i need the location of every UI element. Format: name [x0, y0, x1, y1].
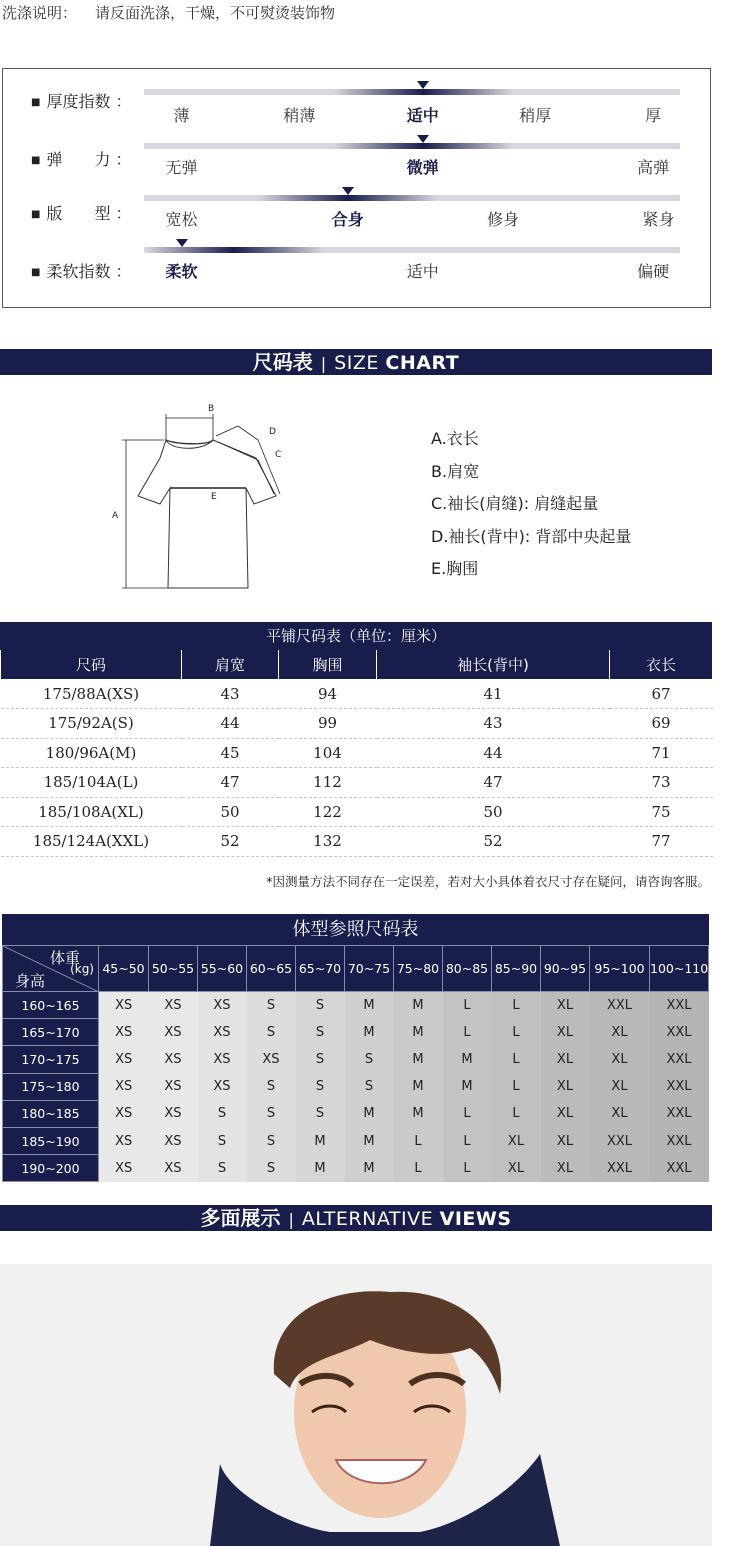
size-cell: L: [394, 1127, 443, 1154]
header-separator: |: [288, 1210, 294, 1229]
index-label: ■ 柔软指数 ：: [31, 262, 132, 281]
index-option: 稍厚: [519, 106, 552, 125]
size-cell: XS: [99, 1127, 149, 1154]
size-cell: S: [296, 992, 345, 1019]
size-cell: XS: [99, 1100, 149, 1127]
weight-header: 90~95: [541, 946, 590, 992]
size-cell: XS: [99, 992, 149, 1019]
index-option: 合身: [331, 210, 364, 229]
size-cell: M: [394, 1073, 443, 1100]
size-cell: XL: [541, 1073, 590, 1100]
views-header: [0, 1205, 712, 1231]
size-cell: XS: [198, 1019, 247, 1046]
index-label-text: 柔软指数 ：: [46, 262, 132, 281]
table-cell: 185/104A(L): [1, 768, 182, 798]
flat-table-header: 肩宽: [182, 650, 279, 679]
size-cell: M: [345, 1100, 394, 1127]
table-cell: 112: [279, 768, 377, 798]
table-row: [3, 1073, 709, 1100]
index-track: [144, 195, 680, 201]
index-option: 偏硬: [637, 262, 670, 281]
size-cell: XS: [198, 1073, 247, 1100]
height-header: 160~165: [3, 992, 99, 1019]
weight-header: 75~80: [394, 946, 443, 992]
size-cell: XL: [541, 1127, 590, 1154]
size-cell: L: [492, 992, 541, 1019]
size-cell: L: [443, 1127, 492, 1154]
views-title-en-bold: VIEWS: [439, 1208, 512, 1230]
weight-header: 70~75: [345, 946, 394, 992]
table-cell: 185/124A(XXL): [1, 827, 182, 857]
height-header: 170~175: [3, 1046, 99, 1073]
table-cell: 67: [610, 679, 713, 709]
size-cell: XS: [99, 1155, 149, 1182]
size-chart-header: [0, 349, 712, 375]
table-cell: 71: [610, 738, 713, 768]
weight-header: 55~60: [198, 946, 247, 992]
flat-table-header: 胸围: [279, 650, 377, 679]
size-cell: XXL: [650, 1155, 709, 1182]
size-cell: S: [345, 1073, 394, 1100]
size-cell: XL: [541, 1019, 590, 1046]
table-cell: 175/92A(S): [1, 709, 182, 739]
corner-unit: (kg): [70, 962, 94, 976]
corner-height: 身高: [15, 972, 46, 990]
size-cell: S: [198, 1100, 247, 1127]
size-chart-title-cn: 尺码表: [252, 350, 313, 374]
size-cell: M: [443, 1073, 492, 1100]
table-row: [3, 1127, 709, 1154]
table-cell: 52: [182, 827, 279, 857]
size-cell: XS: [247, 1046, 296, 1073]
table-cell: 94: [279, 679, 377, 709]
wash-label: 洗涤说明：: [2, 4, 78, 22]
table-cell: 122: [279, 797, 377, 827]
size-cell: XXL: [650, 1127, 709, 1154]
size-cell: M: [345, 992, 394, 1019]
size-cell: XXL: [590, 1127, 650, 1154]
size-cell: XS: [99, 1046, 149, 1073]
legend-item: D.袖长(背中): 背部中央起量: [431, 526, 632, 546]
size-cell: S: [198, 1155, 247, 1182]
index-marker-icon: [417, 81, 429, 89]
views-title-cn: 多面展示: [200, 1206, 281, 1230]
table-row: [1, 797, 713, 827]
table-cell: 77: [610, 827, 713, 857]
size-cell: XXL: [590, 992, 650, 1019]
size-cell: XL: [492, 1127, 541, 1154]
index-option: 微弹: [406, 158, 439, 177]
size-cell: XL: [541, 1100, 590, 1127]
size-cell: M: [345, 1155, 394, 1182]
size-cell: XS: [149, 1127, 198, 1154]
size-cell: XXL: [590, 1155, 650, 1182]
size-cell: XS: [198, 1046, 247, 1073]
table-cell: 47: [377, 768, 610, 798]
table-row: [1, 709, 713, 739]
body-table-title: 体型参照尺码表: [2, 914, 709, 945]
size-cell: XL: [541, 1155, 590, 1182]
size-cell: XXL: [650, 1100, 709, 1127]
size-cell: M: [443, 1046, 492, 1073]
height-header: 175~180: [3, 1073, 99, 1100]
table-cell: 44: [377, 738, 610, 768]
size-cell: XS: [149, 1046, 198, 1073]
size-cell: L: [443, 992, 492, 1019]
table-cell: 104: [279, 738, 377, 768]
weight-header: 60~65: [247, 946, 296, 992]
table-row: [1, 679, 713, 709]
size-cell: S: [345, 1046, 394, 1073]
size-cell: XL: [541, 992, 590, 1019]
diagram-letter-c: C: [275, 450, 282, 460]
weight-header: 80~85: [443, 946, 492, 992]
size-cell: XXL: [650, 1073, 709, 1100]
size-cell: M: [345, 1127, 394, 1154]
size-cell: XL: [492, 1155, 541, 1182]
size-cell: S: [296, 1019, 345, 1046]
diagram-letter-e: E: [211, 492, 217, 502]
measure-legend: [431, 426, 631, 589]
size-cell: S: [247, 1073, 296, 1100]
size-cell: S: [247, 1127, 296, 1154]
body-type-table: [2, 914, 709, 1182]
size-cell: S: [198, 1127, 247, 1154]
size-cell: S: [247, 992, 296, 1019]
index-option: 适中: [406, 106, 439, 125]
size-cell: XL: [590, 1100, 650, 1127]
size-cell: XS: [149, 992, 198, 1019]
header-separator: |: [320, 354, 327, 373]
size-cell: M: [345, 1019, 394, 1046]
diagram-letter-a: A: [112, 511, 119, 521]
size-cell: XXL: [650, 1019, 709, 1046]
table-row: [1, 768, 713, 798]
size-cell: S: [247, 1019, 296, 1046]
size-cell: XS: [149, 1155, 198, 1182]
index-marker-icon: [417, 135, 429, 143]
size-cell: XS: [99, 1073, 149, 1100]
weight-header: 100~110: [650, 946, 709, 992]
table-cell: 45: [182, 738, 279, 768]
legend-item: C.袖长(肩缝): 肩缝起量: [431, 494, 599, 513]
index-highlight: [144, 247, 324, 253]
flat-size-table: [0, 622, 712, 857]
height-header: 185~190: [3, 1127, 99, 1154]
size-cell: L: [443, 1100, 492, 1127]
size-cell: XL: [590, 1019, 650, 1046]
legend-item: B.肩宽: [431, 461, 480, 481]
size-cell: XS: [198, 992, 247, 1019]
flat-table-header: 尺码: [1, 650, 182, 679]
size-cell: S: [296, 1073, 345, 1100]
flat-table-header: 衣长: [610, 650, 713, 679]
size-chart-title-en-bold: CHART: [385, 352, 460, 374]
index-highlight: [333, 143, 513, 149]
diagram-letter-b: B: [208, 404, 215, 414]
tshirt-measure-diagram: [108, 400, 308, 600]
flat-table-header: 袖长(背中): [377, 650, 610, 679]
table-cell: 47: [182, 768, 279, 798]
size-cell: XXL: [650, 1046, 709, 1073]
index-track: [144, 247, 680, 253]
index-option: 修身: [487, 210, 520, 229]
index-track: [144, 143, 680, 149]
fabric-index-panel: [2, 68, 711, 308]
weight-header: 50~55: [149, 946, 198, 992]
table-cell: 52: [377, 827, 610, 857]
size-cell: S: [296, 1100, 345, 1127]
height-header: 190~200: [3, 1155, 99, 1182]
flat-table-title: 平铺尺码表（单位：厘米）: [0, 622, 712, 650]
size-chart-title-en-light: SIZE: [334, 352, 386, 374]
size-cell: L: [492, 1073, 541, 1100]
index-label: ■ 版 型 ：: [31, 204, 132, 223]
table-cell: 50: [377, 797, 610, 827]
model-illustration: [0, 1264, 712, 1546]
table-row: [3, 1100, 709, 1127]
table-cell: 132: [279, 827, 377, 857]
index-option: 适中: [406, 262, 439, 281]
size-cell: M: [394, 1100, 443, 1127]
index-option: 紧身: [642, 210, 675, 229]
size-cell: XS: [149, 1100, 198, 1127]
table-cell: 185/108A(XL): [1, 797, 182, 827]
table-row: [1, 738, 713, 768]
legend-item: A.衣长: [431, 429, 479, 448]
index-label-text: 版 型 ：: [46, 204, 132, 223]
views-title-en-light: ALTERNATIVE: [301, 1208, 440, 1230]
height-header: 165~170: [3, 1019, 99, 1046]
table-cell: 41: [377, 679, 610, 709]
height-header: 180~185: [3, 1100, 99, 1127]
index-option: 宽松: [165, 210, 198, 229]
model-photo: [0, 1264, 712, 1546]
size-cell: L: [492, 1046, 541, 1073]
index-option: 薄: [173, 106, 190, 125]
table-cell: 43: [182, 679, 279, 709]
size-cell: S: [247, 1100, 296, 1127]
measurement-note: *因测量方法不同存在一定误差，若对大小具体着衣尺寸存在疑问，请咨询客服。: [266, 874, 710, 889]
size-cell: M: [296, 1127, 345, 1154]
diagram-letter-d: D: [269, 427, 276, 437]
size-cell: L: [492, 1019, 541, 1046]
weight-header: 65~70: [296, 946, 345, 992]
size-cell: XS: [99, 1019, 149, 1046]
index-option: 无弹: [165, 158, 198, 177]
size-cell: S: [296, 1046, 345, 1073]
size-cell: L: [394, 1155, 443, 1182]
index-marker-icon: [176, 239, 188, 247]
weight-header: 85~90: [492, 946, 541, 992]
size-cell: L: [443, 1155, 492, 1182]
table-cell: 44: [182, 709, 279, 739]
size-cell: M: [394, 1046, 443, 1073]
index-marker-icon: [342, 187, 354, 195]
table-cell: 75: [610, 797, 713, 827]
table-cell: 73: [610, 768, 713, 798]
index-highlight: [258, 195, 438, 201]
size-cell: XL: [590, 1073, 650, 1100]
table-row: [3, 1046, 709, 1073]
size-cell: XS: [149, 1073, 198, 1100]
table-cell: 175/88A(XS): [1, 679, 182, 709]
size-cell: XXL: [650, 992, 709, 1019]
index-track: [144, 89, 680, 95]
table-corner: [3, 946, 99, 992]
table-cell: 43: [377, 709, 610, 739]
table-cell: 50: [182, 797, 279, 827]
weight-header: 95~100: [590, 946, 650, 992]
size-cell: M: [296, 1155, 345, 1182]
index-label: ■ 厚度指数 ：: [31, 92, 132, 111]
index-label-text: 弹 力 ：: [46, 150, 132, 169]
legend-item: E.胸围: [431, 559, 479, 578]
table-cell: 69: [610, 709, 713, 739]
wash-instructions: [2, 2, 335, 23]
weight-header: 45~50: [99, 946, 149, 992]
table-row: [3, 992, 709, 1019]
table-cell: 180/96A(M): [1, 738, 182, 768]
size-cell: L: [443, 1019, 492, 1046]
index-label: ■ 弹 力 ：: [31, 150, 132, 169]
index-option: 柔软: [165, 262, 198, 281]
table-row: [1, 827, 713, 857]
index-option: 厚: [645, 106, 662, 125]
size-cell: XS: [149, 1019, 198, 1046]
index-option: 高弹: [637, 158, 670, 177]
size-cell: XL: [590, 1046, 650, 1073]
index-label-text: 厚度指数 ：: [46, 92, 132, 111]
index-highlight: [333, 89, 513, 95]
size-cell: M: [394, 992, 443, 1019]
size-cell: L: [492, 1100, 541, 1127]
wash-text: 请反面洗涤，干燥，不可熨烫装饰物: [95, 4, 336, 22]
size-cell: XL: [541, 1046, 590, 1073]
size-cell: M: [394, 1019, 443, 1046]
size-cell: S: [247, 1155, 296, 1182]
table-row: [3, 1155, 709, 1182]
table-row: [3, 1019, 709, 1046]
table-cell: 99: [279, 709, 377, 739]
index-option: 稍薄: [283, 106, 316, 125]
corner-weight: 体重: [49, 949, 80, 967]
